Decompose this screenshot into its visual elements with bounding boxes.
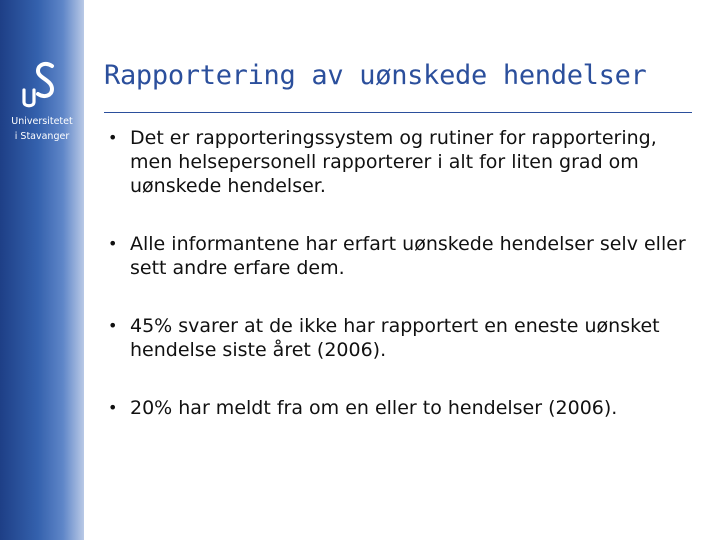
bullet-item (104, 126, 700, 198)
slide-title: Rapportering av uønskede hendelser (104, 60, 647, 91)
bullet-marker: • (108, 398, 118, 417)
bullet-item (104, 232, 700, 280)
bullet-text: 45% svarer at de ikke har rapportert en eneste uønsket hendelse siste året (2006). (130, 315, 660, 361)
bullet-item (104, 314, 700, 362)
logo-text-line2: i Stavanger (14, 131, 70, 142)
bullet-text: 20% har meldt fra om en eller to hendelser (2006). (130, 397, 618, 419)
bullet-marker: • (108, 128, 118, 147)
bullet-marker: • (108, 234, 118, 253)
bullet-list (104, 126, 700, 420)
logo-text-line1: Universitetet (11, 116, 73, 127)
title-divider (104, 112, 692, 113)
university-logo (0, 60, 84, 142)
sidebar (0, 0, 84, 540)
bullet-text: Alle informantene har erfart uønskede hendelser selv eller sett andre erfare dem. (130, 233, 686, 279)
bullet-item (104, 396, 700, 420)
us-monogram-icon (18, 60, 66, 112)
bullet-marker: • (108, 316, 118, 335)
bullet-text: Det er rapporteringssystem og rutiner for rapportering, men helsepersonell rapporterer i alt for liten grad om uønskede hendelser. (130, 127, 657, 197)
